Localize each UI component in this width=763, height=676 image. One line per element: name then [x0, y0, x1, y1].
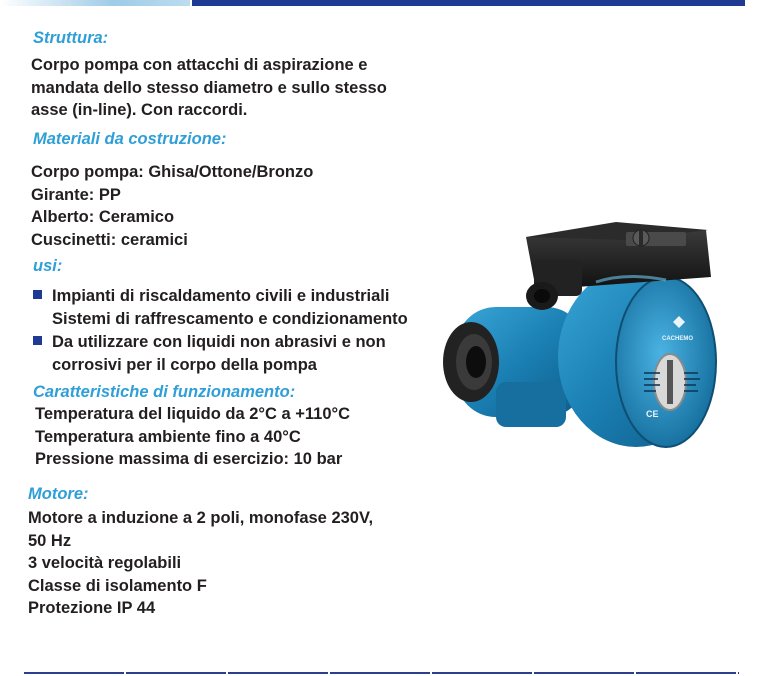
brand-label: CACHEMO	[662, 336, 693, 342]
usi-bullet-line: Sistemi di raffrescamento e condizionamento	[52, 309, 408, 328]
motore-heading: Motore:	[28, 485, 89, 503]
usi-heading: usi:	[33, 257, 63, 275]
usi-bullet-line: corrosivi per il corpo della pompa	[52, 355, 317, 374]
struttura-heading: Struttura:	[33, 29, 109, 47]
motore-line: Classe di isolamento F	[28, 576, 207, 595]
motore-line: Motore a induzione a 2 poli, monofase 230V,	[28, 509, 374, 527]
usi-bullet-line: Da utilizzare con liquidi non abrasivi e non	[52, 333, 386, 351]
caratteristiche-text	[35, 403, 350, 471]
struttura-line: Corpo pompa con attacchi di aspirazione e	[31, 56, 368, 74]
usi-bullet-item	[52, 331, 386, 376]
usi-bullet-item	[52, 285, 408, 330]
materiali-line: Girante: PP	[31, 185, 121, 204]
caratteristiche-line: Temperatura ambiente fino a 40°C	[35, 427, 301, 446]
circulation-pump-image	[426, 212, 726, 457]
bottom-divider	[24, 672, 739, 674]
ce-mark: CE	[646, 409, 659, 419]
top-gradient-bar	[0, 0, 190, 6]
caratteristiche-line: Pressione massima di esercizio: 10 bar	[35, 450, 343, 468]
bullet-square-icon	[33, 290, 42, 299]
materiali-heading: Materiali da costruzione:	[33, 130, 227, 148]
struttura-text	[31, 54, 387, 122]
motore-text	[28, 507, 373, 620]
materiali-line: Corpo pompa: Ghisa/Ottone/Bronzo	[31, 163, 314, 181]
motore-line: Protezione IP 44	[28, 599, 156, 617]
usi-bullet-line: Impianti di riscaldamento civili e industriali	[52, 287, 390, 305]
bullet-square-icon	[33, 336, 42, 345]
materiali-line: Cuscinetti: ceramici	[31, 230, 188, 249]
caratteristiche-line: Temperatura del liquido da 2°C a +110°C	[35, 405, 351, 423]
materiali-text	[31, 161, 313, 251]
struttura-line: mandata dello stesso diametro e sullo stesso	[31, 78, 387, 97]
top-accent-bar	[192, 0, 745, 6]
struttura-line: asse (in-line). Con raccordi.	[31, 101, 248, 119]
materiali-line: Alberto: Ceramico	[31, 208, 175, 226]
motore-line: 3 velocità regolabili	[28, 554, 182, 572]
caratteristiche-heading: Caratteristiche di funzionamento:	[33, 383, 296, 401]
motore-line: 50 Hz	[28, 531, 72, 550]
